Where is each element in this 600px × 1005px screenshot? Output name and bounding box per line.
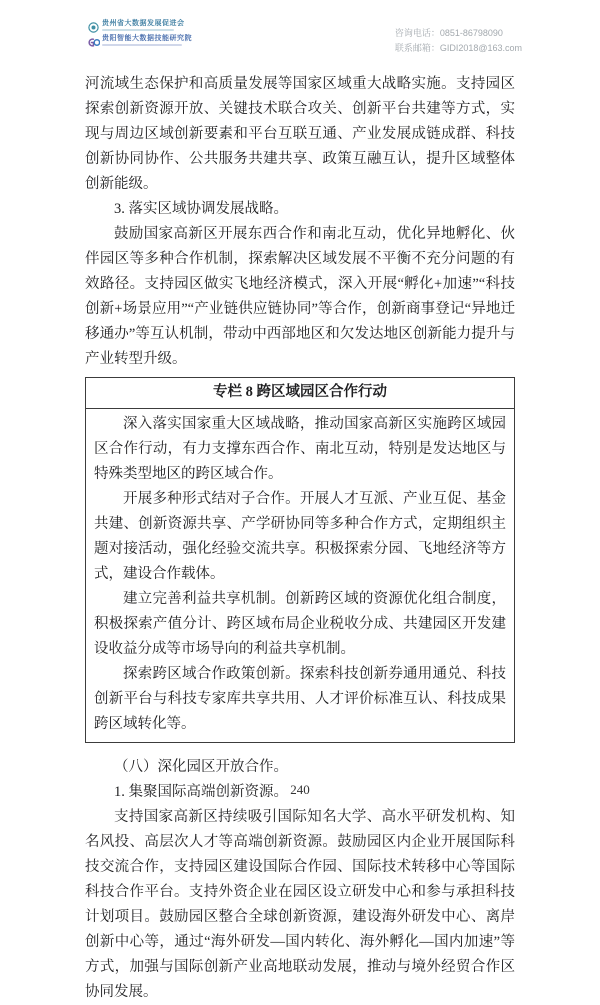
contact-phone: 咨询电话：0851-86798090 bbox=[394, 28, 503, 38]
body-paragraph: 鼓励国家高新区开展东西合作和南北互动，优化异地孵化、伙伴园区等多种合作机制，探索解决区域发展不平衡不充分问题的有效路径。支持园区做实飞地经济模式，深入开展“孵化+加速”“科技创新+场景应用”“产业链供应链协同”等合作，创新商事登记“异地迁移通办”等互认机制，带动中西部地区和欠发达地区创新能力提升与产业转型升级。 bbox=[85, 226, 515, 367]
column-box-title: 专栏 8 跨区域园区合作行动 bbox=[86, 378, 514, 409]
page-number: 240 bbox=[290, 782, 310, 797]
box-paragraph: 开展多种形式结对子合作。开展人才互派、产业互促、基金共建、创新资源共享、产学研协同等多种合作方式，定期组织主题对接活动，强化经验交流共享。积极探索分园、飞地经济等方式，建设合作载体。 bbox=[94, 491, 506, 582]
association-logo-label: 贵州省大数据发展促进会 bbox=[102, 20, 185, 27]
section-heading: （八）深化园区开放合作。 bbox=[114, 759, 288, 775]
page-header bbox=[88, 20, 522, 56]
association-logo-subline bbox=[102, 29, 174, 31]
institute-logo-icon bbox=[88, 35, 99, 46]
logo-stack bbox=[88, 20, 192, 46]
document-content bbox=[85, 72, 515, 1005]
numbered-heading: 1. 集聚国际高端创新资源。 bbox=[114, 784, 288, 800]
box-paragraph: 深入落实国家重大区域战略，推动国家高新区实施跨区域园区合作行动，有力支撑东西合作、南北互动，特别是发达地区与特殊类型地区的跨区域合作。 bbox=[94, 416, 506, 482]
column-8-box bbox=[85, 377, 515, 743]
contact-email: 联系邮箱：GIDI2018@163.com bbox=[394, 43, 522, 53]
numbered-heading: 3. 落实区域协调发展战略。 bbox=[114, 201, 288, 217]
institute-logo-subline bbox=[102, 44, 182, 46]
body-paragraph: 河流域生态保护和高质量发展等国家区域重大战略实施。支持园区探索创新资源开放、关键技术联合攻关、创新平台共建等方式，实现与周边区域创新要素和平台互联互通、产业发展成链成群、科技创新协同协作、公共服务共建共享、政策互融互认，提升区域整体创新能级。 bbox=[85, 76, 515, 192]
association-logo-icon bbox=[88, 20, 99, 31]
column-box-body bbox=[86, 409, 514, 742]
contact-info bbox=[395, 20, 522, 56]
box-paragraph: 建立完善利益共享机制。创新跨区域的资源优化组合制度，积极探索产值分计、跨区域布局企业税收分成、共建园区开发建设收益分成等市场导向的利益共享机制。 bbox=[94, 591, 506, 657]
association-logo bbox=[88, 20, 192, 31]
box-paragraph: 探索跨区域合作政策创新。探索科技创新券通用通兑、科技创新平台与科技专家库共享共用、人才评价标准互认、科技成果跨区域转化等。 bbox=[94, 666, 506, 732]
institute-logo bbox=[88, 35, 192, 46]
institute-logo-label: 贵阳智能大数据技能研究院 bbox=[102, 35, 192, 42]
body-paragraph: 支持国家高新区持续吸引国际知名大学、高水平研发机构、知名风投、高层次人才等高端创新资源。鼓励园区内企业开展国际科技交流合作，支持园区建设国际合作园、国际技术转移中心等国际科技合作平台。支持外资企业在园区设立研发中心和参与承担科技计划项目。鼓励园区整合全球创新资源，建设海外研发中心、离岸创新中心等，通过“海外研发—国内转化、海外孵化—国内加速”等方式，加强与国际创新产业高地联动发展，推动与境外经贸合作区协同发展。 bbox=[85, 809, 515, 1000]
